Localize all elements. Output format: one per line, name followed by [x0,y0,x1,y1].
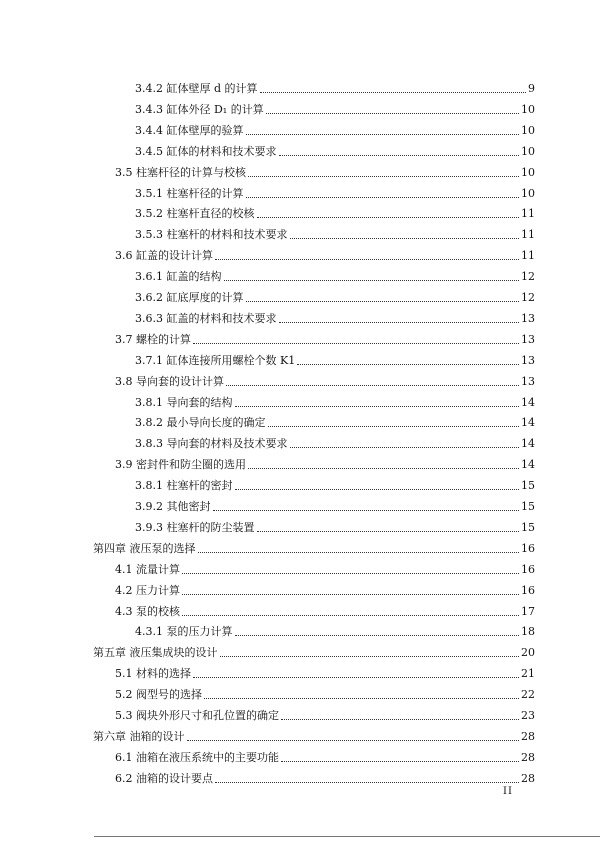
toc-entry[interactable] [0,122,535,138]
toc-entry-title: 4.3 泵的校核 [115,604,180,618]
toc-dot-leader [246,134,520,135]
toc-dot-leader [297,364,519,365]
toc-dot-leader [224,280,520,281]
toc-entry-page: 11 [521,207,535,221]
toc-entry-title: 3.7.1 缸体连接所用螺栓个数 K1 [135,353,296,367]
toc-entry-page: 10 [521,186,535,200]
toc-entry[interactable] [0,770,535,786]
toc-entry[interactable] [0,205,535,221]
toc-entry[interactable] [0,623,535,639]
toc-dot-leader [257,217,520,218]
toc-entry-title: 3.8.1 柱塞杆的密封 [135,479,233,493]
toc-entry-title: 3.8.1 导向套的结构 [135,395,233,409]
toc-dot-leader [290,447,520,448]
toc-entry-page: 11 [521,228,535,242]
toc-entry[interactable] [0,143,535,159]
toc-dot-leader [279,155,520,156]
toc-entry-page: 16 [521,562,535,576]
toc-entry[interactable] [0,707,535,723]
toc-entry[interactable] [0,435,535,451]
toc-entry-page: 11 [521,249,535,263]
toc-dot-leader [248,176,519,177]
toc-dot-leader [198,552,520,553]
toc-entry-page: 15 [521,500,535,513]
page-number: II [503,786,513,797]
toc-entry-title: 5.2 阀型号的选择 [115,688,202,702]
toc-entry[interactable] [0,561,535,577]
toc-entry[interactable] [0,289,535,305]
toc-entry-page: 13 [521,353,535,367]
toc-entry-page: 12 [521,291,535,304]
toc-entry-page: 28 [521,771,535,785]
toc-dot-leader [260,92,526,93]
toc-entry-title: 3.8 导向套的设计计算 [115,374,224,388]
toc-entry-title: 3.6.3 缸盖的材料和技术要求 [135,311,277,325]
toc-entry[interactable] [0,310,535,326]
toc-dot-leader [281,719,519,720]
toc-entry[interactable] [0,164,535,180]
toc-entry-page: 16 [521,583,535,597]
toc-entry-title: 3.5.2 柱塞杆直径的校核 [135,207,255,221]
toc-entry-page: 15 [521,479,535,493]
toc-entry-page: 18 [521,625,535,639]
toc-entry-title: 3.6.1 缸盖的结构 [135,270,222,284]
toc-entry-page: 20 [521,646,535,660]
toc-entry[interactable] [0,540,535,556]
toc-entry[interactable] [0,247,535,263]
toc-entry-page: 10 [521,102,535,116]
toc-entry[interactable] [0,728,535,744]
toc-entry-title: 4.2 压力计算 [115,583,180,597]
toc-dot-leader [266,113,519,114]
toc-entry-page: 28 [521,729,535,743]
toc-dot-leader [246,197,520,198]
toc-entry[interactable] [0,226,535,242]
toc-dot-leader [246,301,520,302]
toc-entry[interactable] [0,498,535,514]
toc-entry-page: 15 [521,520,535,534]
toc-entry-title: 3.7 螺栓的计算 [115,332,191,346]
toc-dot-leader [268,426,520,427]
toc-entry-page: 9 [528,82,535,95]
toc-entry[interactable] [0,686,535,702]
toc-dot-leader [235,635,520,636]
toc-entry-page: 14 [521,395,535,409]
toc-dot-leader [281,761,519,762]
toc-entry-title: 3.5 柱塞杆径的计算与校核 [115,165,246,179]
toc-entry-page: 23 [521,709,535,722]
toc-dot-leader [215,782,519,783]
toc-dot-leader [257,531,520,532]
toc-entry-page: 12 [521,270,535,284]
toc-entry-title: 6.2 油箱的设计要点 [115,771,213,785]
toc-entry-title: 4.3.1 泵的压力计算 [135,625,233,639]
toc-dot-leader [193,677,519,678]
toc-entry[interactable] [0,352,535,368]
toc-entry-title: 3.4.2 缸体壁厚 d 的计算 [135,82,258,95]
toc-entry-page: 17 [521,604,535,618]
toc-entry[interactable] [0,665,535,681]
toc-entry[interactable] [0,519,535,535]
toc-dot-leader [226,385,519,386]
toc-entry-page: 21 [521,667,535,681]
toc-entry-title: 3.5.3 柱塞杆的材料和技术要求 [135,228,288,242]
toc-dot-leader [235,489,520,490]
toc-dot-leader [220,656,520,657]
toc-entry[interactable] [0,644,535,660]
toc-entry-title: 3.4.3 缸体外径 D₁ 的计算 [135,102,264,116]
toc-entry-page: 10 [521,165,535,179]
toc-entry-title: 3.9.2 其他密封 [135,500,211,513]
toc-entry-page: 10 [521,123,535,137]
toc-dot-leader [193,343,519,344]
toc-entry-page: 14 [521,458,535,472]
toc-dot-leader [182,594,519,595]
toc-entry[interactable] [0,477,535,493]
toc-entry[interactable] [0,101,535,117]
toc-dot-leader [213,510,520,511]
toc-entry-page: 14 [521,437,535,451]
toc-dot-leader [248,468,519,469]
toc-entry[interactable] [0,373,535,389]
toc-dot-leader [204,698,519,699]
toc-dot-leader [215,259,519,260]
toc-entry-title: 6.1 油箱在液压系统中的主要功能 [115,750,279,764]
toc-dot-leader [187,740,520,741]
toc-entry-title: 第四章 液压泵的选择 [93,541,196,555]
toc-entry-title: 4.1 流量计算 [115,562,180,576]
toc-entry-title: 5.1 材料的选择 [115,667,191,681]
toc-dot-leader [279,322,520,323]
toc-entry-title: 3.8.2 最小导向长度的确定 [135,416,266,430]
toc-entry-page: 28 [521,750,535,764]
toc-entry-page: 22 [521,688,535,702]
toc-dot-leader [182,615,519,616]
toc-entry[interactable] [0,582,535,598]
toc-entry[interactable] [0,394,535,410]
toc-dot-leader [290,238,520,239]
toc-entry-title: 5.3 阀块外形尺寸和孔位置的确定 [115,709,279,722]
toc-entry-page: 13 [521,311,535,325]
toc-entry[interactable] [0,456,535,472]
toc-dot-leader [235,406,520,407]
toc-entry-title: 3.5.1 柱塞杆径的计算 [135,186,244,200]
toc-entry[interactable] [0,80,535,96]
toc-entry-page: 13 [521,374,535,388]
toc-entry-title: 第六章 油箱的设计 [93,729,185,743]
toc-entry-title: 3.6 缸盖的设计计算 [115,249,213,263]
toc-entry-title: 3.9 密封件和防尘圈的选用 [115,458,246,472]
toc-entry-page: 14 [521,416,535,430]
toc-entry-title: 第五章 液压集成块的设计 [93,646,218,660]
toc-entry-page: 16 [521,541,535,555]
toc-entry-title: 3.9.3 柱塞杆的防尘装置 [135,520,255,534]
toc-entry[interactable] [0,414,535,430]
toc-entry[interactable] [0,603,535,619]
toc-entry-page: 10 [521,144,535,158]
toc-entry-title: 3.4.5 缸体的材料和技术要求 [135,144,277,158]
toc-entry[interactable] [0,331,535,347]
footer-rule [94,836,600,837]
toc-entry[interactable] [0,268,535,284]
toc-entry-title: 3.4.4 缸体壁厚的验算 [135,123,244,137]
toc-entry-title: 3.8.3 导向套的材料及技术要求 [135,437,288,451]
toc-entry-title: 3.6.2 缸底厚度的计算 [135,291,244,304]
toc-dot-leader [182,573,519,574]
toc-entry-page: 13 [521,332,535,346]
toc-entry[interactable] [0,749,535,765]
toc-entry[interactable] [0,185,535,201]
